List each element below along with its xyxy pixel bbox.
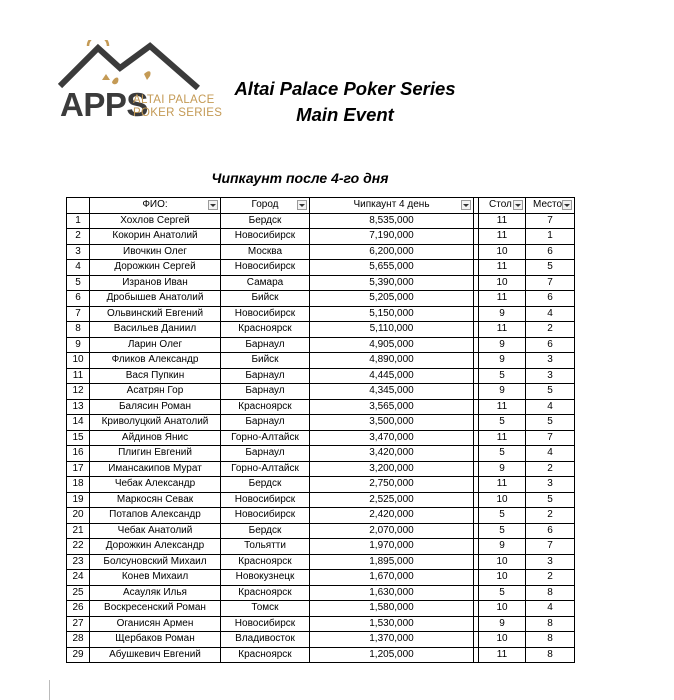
cell-chips: 5,390,000 (310, 275, 474, 291)
table-row (67, 461, 575, 477)
cell-name: Болсуновский Михаил (90, 554, 221, 570)
cell-city: Новосибирск (221, 260, 310, 276)
cell-chips: 3,470,000 (310, 430, 474, 446)
cell-name: Изранов Иван (90, 275, 221, 291)
cell-name: Щербаков Роман (90, 632, 221, 648)
cell-city: Барнаул (221, 446, 310, 462)
cell-name: Потапов Александр (90, 508, 221, 524)
cell-seat: 6 (526, 244, 575, 260)
table-row (67, 585, 575, 601)
cell-seat: 2 (526, 570, 575, 586)
cell-seat: 6 (526, 337, 575, 353)
cell-city: Красноярск (221, 585, 310, 601)
cell-table: 10 (479, 275, 526, 291)
cell-city: Томск (221, 601, 310, 617)
cell-chips: 4,345,000 (310, 384, 474, 400)
table-row (67, 647, 575, 663)
cell-name: Плигин Евгений (90, 446, 221, 462)
cell-chips: 5,150,000 (310, 306, 474, 322)
logo-line1: ALTAI PALACE (133, 94, 215, 106)
page-edge-mark (49, 680, 50, 700)
cell-chips: 1,895,000 (310, 554, 474, 570)
cell-chips: 2,070,000 (310, 523, 474, 539)
cell-name: Чебак Александр (90, 477, 221, 493)
cell-chips: 2,525,000 (310, 492, 474, 508)
cell-chips: 5,205,000 (310, 291, 474, 307)
cell-n: 25 (67, 585, 90, 601)
table-row (67, 353, 575, 369)
cell-n: 21 (67, 523, 90, 539)
cell-table: 9 (479, 353, 526, 369)
cell-city: Новокузнецк (221, 570, 310, 586)
cell-name: Дорожкин Сергей (90, 260, 221, 276)
cell-n: 14 (67, 415, 90, 431)
cell-city: Бийск (221, 353, 310, 369)
cell-table: 9 (479, 461, 526, 477)
cell-name: Ивочкин Олег (90, 244, 221, 260)
cell-name: Вася Пупкин (90, 368, 221, 384)
cell-city: Владивосток (221, 632, 310, 648)
table-row (67, 244, 575, 260)
cell-n: 27 (67, 616, 90, 632)
cell-seat: 8 (526, 647, 575, 663)
cell-city: Барнаул (221, 368, 310, 384)
col-seat[interactable]: Место (526, 198, 575, 214)
cell-n: 12 (67, 384, 90, 400)
cell-table: 11 (479, 430, 526, 446)
cell-city: Красноярск (221, 647, 310, 663)
cell-seat: 4 (526, 601, 575, 617)
cell-table: 11 (479, 477, 526, 493)
cell-seat: 1 (526, 229, 575, 245)
cell-seat: 5 (526, 260, 575, 276)
cell-seat: 4 (526, 399, 575, 415)
cell-table: 9 (479, 539, 526, 555)
cell-name: Криволуцкий Анатолий (90, 415, 221, 431)
cell-seat: 2 (526, 461, 575, 477)
cell-chips: 2,750,000 (310, 477, 474, 493)
table-row (67, 415, 575, 431)
cell-name: Фликов Александр (90, 353, 221, 369)
cell-city: Красноярск (221, 554, 310, 570)
cell-name: Маркосян Севак (90, 492, 221, 508)
cell-table: 10 (479, 601, 526, 617)
filter-dropdown-icon[interactable] (208, 200, 218, 210)
cell-seat: 7 (526, 430, 575, 446)
cell-chips: 3,565,000 (310, 399, 474, 415)
col-chips[interactable]: Чипкаунт 4 день (310, 198, 474, 214)
cell-name: Дробышев Анатолий (90, 291, 221, 307)
cell-chips: 1,370,000 (310, 632, 474, 648)
cell-table: 5 (479, 446, 526, 462)
cell-table: 5 (479, 368, 526, 384)
cell-table: 11 (479, 260, 526, 276)
cell-table: 11 (479, 647, 526, 663)
cell-n: 28 (67, 632, 90, 648)
cell-n: 17 (67, 461, 90, 477)
cell-chips: 6,200,000 (310, 244, 474, 260)
mountains-icon (58, 40, 208, 90)
cell-name: Воскресенский Роман (90, 601, 221, 617)
cell-seat: 5 (526, 492, 575, 508)
cell-n: 24 (67, 570, 90, 586)
cell-chips: 7,190,000 (310, 229, 474, 245)
cell-seat: 3 (526, 554, 575, 570)
cell-seat: 3 (526, 368, 575, 384)
cell-seat: 3 (526, 477, 575, 493)
logo-brand-text: APPS (60, 86, 148, 123)
table-row (67, 570, 575, 586)
cell-n: 1 (67, 213, 90, 229)
cell-chips: 2,420,000 (310, 508, 474, 524)
cell-chips: 1,205,000 (310, 647, 474, 663)
cell-chips: 1,530,000 (310, 616, 474, 632)
cell-seat: 7 (526, 213, 575, 229)
cell-n: 29 (67, 647, 90, 663)
cell-table: 10 (479, 492, 526, 508)
cell-chips: 8,535,000 (310, 213, 474, 229)
chipcount-heading: Чипкаунт после 4-го дня (211, 170, 389, 186)
cell-table: 9 (479, 337, 526, 353)
filter-dropdown-icon[interactable] (562, 200, 572, 210)
cell-table: 5 (479, 508, 526, 524)
table-row (67, 337, 575, 353)
cell-seat: 6 (526, 523, 575, 539)
cell-n: 5 (67, 275, 90, 291)
cell-city: Самара (221, 275, 310, 291)
cell-city: Новосибирск (221, 306, 310, 322)
cell-city: Бердск (221, 213, 310, 229)
cell-city: Тольятти (221, 539, 310, 555)
cell-seat: 4 (526, 446, 575, 462)
cell-seat: 6 (526, 291, 575, 307)
cell-n: 18 (67, 477, 90, 493)
cell-table: 11 (479, 399, 526, 415)
cell-n: 26 (67, 601, 90, 617)
cell-n: 19 (67, 492, 90, 508)
cell-table: 10 (479, 554, 526, 570)
cell-seat: 2 (526, 508, 575, 524)
cell-chips: 5,110,000 (310, 322, 474, 338)
table-row (67, 322, 575, 338)
cell-name: Имансакипов Мурат (90, 461, 221, 477)
table-row (67, 601, 575, 617)
col-city[interactable]: Город (221, 198, 310, 214)
cell-city: Новосибирск (221, 492, 310, 508)
cell-seat: 8 (526, 616, 575, 632)
cell-city: Бийск (221, 291, 310, 307)
logo-line2: POKER SERIES (133, 107, 223, 119)
cell-n: 10 (67, 353, 90, 369)
cell-n: 7 (67, 306, 90, 322)
cell-name: Васильев Даниил (90, 322, 221, 338)
table-row (67, 508, 575, 524)
cell-city: Новосибирск (221, 508, 310, 524)
cell-name: Чебак Анатолий (90, 523, 221, 539)
cell-table: 11 (479, 229, 526, 245)
event-subtitle: Main Event (296, 104, 394, 125)
cell-chips: 3,200,000 (310, 461, 474, 477)
cell-city: Новосибирск (221, 616, 310, 632)
cell-n: 23 (67, 554, 90, 570)
cell-n: 13 (67, 399, 90, 415)
cell-city: Барнаул (221, 384, 310, 400)
cell-table: 10 (479, 244, 526, 260)
cell-name: Кокорин Анатолий (90, 229, 221, 245)
cell-name: Оганисян Армен (90, 616, 221, 632)
table-row (67, 632, 575, 648)
filter-dropdown-icon[interactable] (461, 200, 471, 210)
cell-city: Бердск (221, 477, 310, 493)
cell-table: 9 (479, 384, 526, 400)
cell-n: 2 (67, 229, 90, 245)
table-row (67, 260, 575, 276)
table-row (67, 492, 575, 508)
cell-chips: 1,580,000 (310, 601, 474, 617)
cell-seat: 2 (526, 322, 575, 338)
cell-city: Красноярск (221, 399, 310, 415)
cell-name: Ларин Олег (90, 337, 221, 353)
table-row (67, 446, 575, 462)
cell-seat: 7 (526, 275, 575, 291)
table-row (67, 523, 575, 539)
table-header-row (67, 198, 575, 214)
cell-n: 3 (67, 244, 90, 260)
table-row (67, 229, 575, 245)
cell-chips: 3,420,000 (310, 446, 474, 462)
table-row (67, 430, 575, 446)
cell-chips: 4,890,000 (310, 353, 474, 369)
cell-chips: 1,670,000 (310, 570, 474, 586)
cell-n: 22 (67, 539, 90, 555)
cell-city: Горно-Алтайск (221, 461, 310, 477)
cell-name: Асатрян Гор (90, 384, 221, 400)
cell-table: 5 (479, 585, 526, 601)
event-title: Altai Palace Poker Series (234, 78, 456, 99)
cell-n: 4 (67, 260, 90, 276)
table-row (67, 399, 575, 415)
cell-table: 10 (479, 632, 526, 648)
cell-seat: 8 (526, 632, 575, 648)
table-row (67, 306, 575, 322)
table-row (67, 554, 575, 570)
cell-name: Дорожкин Александр (90, 539, 221, 555)
cell-name: Хохлов Сергей (90, 213, 221, 229)
table-row (67, 477, 575, 493)
cell-n: 6 (67, 291, 90, 307)
cell-seat: 3 (526, 353, 575, 369)
cell-name: Асауляк Илья (90, 585, 221, 601)
cell-chips: 1,630,000 (310, 585, 474, 601)
cell-chips: 3,500,000 (310, 415, 474, 431)
cell-name: Балясин Роман (90, 399, 221, 415)
cell-table: 11 (479, 291, 526, 307)
table-row (67, 616, 575, 632)
table-row (67, 539, 575, 555)
cell-n: 20 (67, 508, 90, 524)
cell-city: Горно-Алтайск (221, 430, 310, 446)
filter-dropdown-icon[interactable] (297, 200, 307, 210)
table-row (67, 384, 575, 400)
cell-table: 5 (479, 523, 526, 539)
cell-seat: 5 (526, 384, 575, 400)
cell-seat: 4 (526, 306, 575, 322)
cell-city: Барнаул (221, 415, 310, 431)
cell-n: 9 (67, 337, 90, 353)
cell-city: Барнаул (221, 337, 310, 353)
col-index (67, 198, 90, 214)
cell-table: 9 (479, 616, 526, 632)
apps-logo (58, 40, 223, 123)
cell-table: 9 (479, 306, 526, 322)
cell-n: 8 (67, 322, 90, 338)
cell-n: 11 (67, 368, 90, 384)
cell-n: 16 (67, 446, 90, 462)
cell-city: Бердск (221, 523, 310, 539)
col-name[interactable]: ФИО: (90, 198, 221, 214)
cell-table: 10 (479, 570, 526, 586)
table-row (67, 213, 575, 229)
cell-table: 11 (479, 213, 526, 229)
cell-name: Конев Михаил (90, 570, 221, 586)
cell-chips: 4,905,000 (310, 337, 474, 353)
cell-seat: 7 (526, 539, 575, 555)
col-table[interactable]: Стол (479, 198, 526, 214)
cell-city: Красноярск (221, 322, 310, 338)
cell-name: Айдинов Янис (90, 430, 221, 446)
cell-chips: 1,970,000 (310, 539, 474, 555)
cell-name: Абушкевич Евгений (90, 647, 221, 663)
cell-city: Новосибирск (221, 229, 310, 245)
cell-chips: 5,655,000 (310, 260, 474, 276)
chipcount-table (66, 197, 575, 663)
cell-seat: 8 (526, 585, 575, 601)
cell-city: Москва (221, 244, 310, 260)
cell-n: 15 (67, 430, 90, 446)
cell-table: 5 (479, 415, 526, 431)
cell-seat: 5 (526, 415, 575, 431)
cell-table: 11 (479, 322, 526, 338)
cell-name: Ольвинский Евгений (90, 306, 221, 322)
cell-chips: 4,445,000 (310, 368, 474, 384)
table-row (67, 275, 575, 291)
table-row (67, 368, 575, 384)
table-row (67, 291, 575, 307)
filter-dropdown-icon[interactable] (513, 200, 523, 210)
